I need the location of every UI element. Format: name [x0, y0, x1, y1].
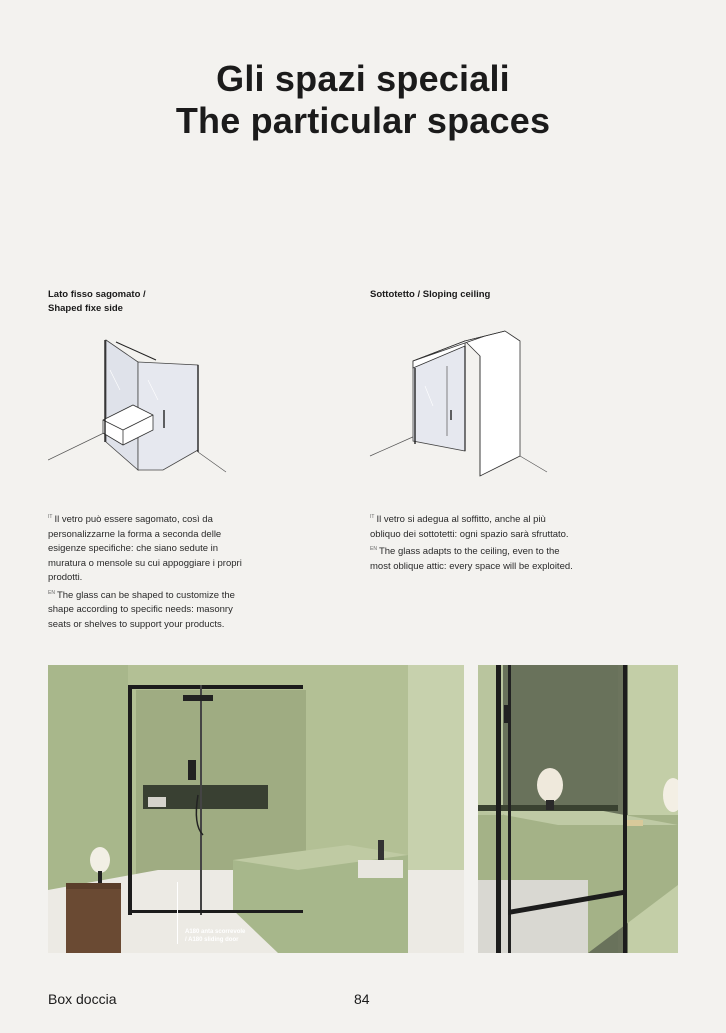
shaped-side-heading-line1: Lato fisso sagomato / — [48, 289, 146, 300]
english-marker: EN — [48, 589, 55, 596]
sloping-ceiling-italian-body: Il vetro si adegua al soffitto, anche al più obliquo dei sottotetti: ogni spazio sarà sfruttato. — [370, 514, 569, 540]
caption-english: / A180 sliding door — [185, 937, 239, 943]
sloping-ceiling-english-body: The glass adapts to the ceiling, even to the most oblique attic: every space will be exploited. — [370, 546, 573, 572]
caption-italian: A180 anta scorrevole — [185, 929, 246, 935]
shaped-side-diagram — [48, 330, 233, 480]
shaped-side-text-english — [48, 586, 253, 633]
english-marker: EN — [370, 546, 377, 552]
shaped-side-heading — [48, 288, 218, 316]
sloping-ceiling-text-italian — [370, 510, 575, 542]
italian-marker: IT — [370, 514, 375, 520]
shaped-side-description — [48, 510, 253, 632]
italian-marker: IT — [48, 514, 53, 520]
shaped-side-italian-body: Il vetro può essere sagomato, così da personalizzarne la forma a seconda delle esigenze specifiche: che siano sedute in muratura o mensole su cui appoggiare i propri prodotti. — [48, 514, 242, 583]
shaped-side-english-body: The glass can be shaped to customize the shape according to specific needs: masonry seats or shelves to support your products. — [48, 589, 235, 630]
sloping-ceiling-heading: Sottotetto / Sloping ceiling — [370, 289, 491, 300]
photo-caption — [185, 928, 245, 944]
shower-room-illustration — [48, 665, 464, 953]
caption-pointer-line — [177, 882, 178, 944]
footer-section-name: Box doccia — [48, 991, 117, 1007]
page-title — [0, 58, 726, 142]
shower-detail-illustration — [478, 665, 678, 953]
page-number: 84 — [354, 991, 370, 1007]
sloping-ceiling-text-english — [370, 542, 575, 574]
sloping-ceiling-diagram — [365, 326, 555, 481]
shaped-side-heading-line2: Shaped fixe side — [48, 303, 123, 314]
sloping-ceiling-description — [370, 510, 575, 574]
title-line-italian: Gli spazi speciali — [216, 58, 510, 99]
shower-detail-photo — [478, 665, 678, 953]
title-line-english: The particular spaces — [175, 100, 551, 141]
shaped-side-text-italian — [48, 510, 253, 586]
shower-room-photo — [48, 665, 464, 953]
